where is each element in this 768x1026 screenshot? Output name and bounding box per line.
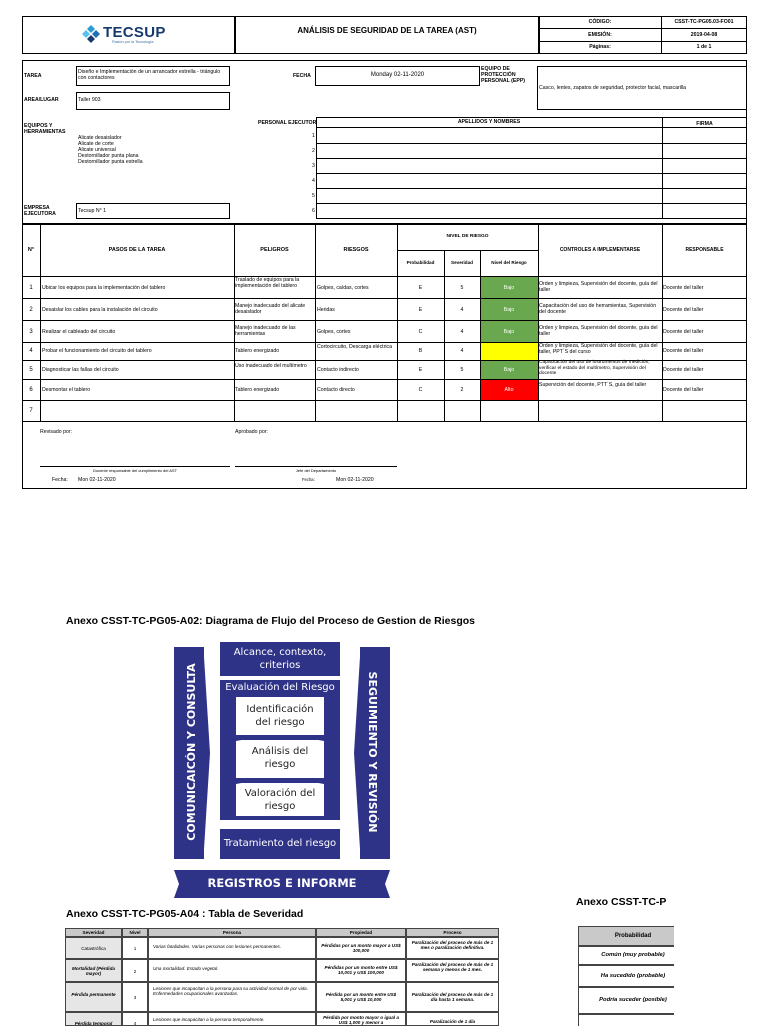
identificacion-box [236,697,324,735]
fecha-firma-value: Mon 02-11-2020 [78,477,116,483]
sev-level: 2 [122,959,148,982]
paginas-label: Páginas: [589,44,611,50]
prob-row: Ha sucedido (probable) [578,965,674,987]
sev-propiedad: Pérdida por monto mayor o igual a US$ 1,000 y menor a [316,1012,406,1026]
alcance-label: Alcance, contexto, criterios [233,647,327,671]
row-num: 1 [29,285,33,291]
sev-header: Proceso [406,928,499,937]
task-table [22,224,747,489]
paginas-value: 1 de 1 [696,44,712,50]
row-resp: Docente del taller [663,285,704,291]
row-riesgo: Contacto directo [317,387,355,393]
sev-header: Nivel [122,928,148,937]
row-control: Orden y limpieza, Supervisión del docente, guía del taller [539,281,658,293]
row-paso: Realizar el cableado del circuito [42,329,116,335]
row-riesgo: Cortocircuito, Descarga eléctrica [317,344,392,350]
col-riesgos: RIESGOS [343,247,369,253]
epp-label: EQUIPO DE PROTECCIÓN PERSONAL (EPP) [481,66,526,84]
prob-row: Común (muy probable) [578,946,674,965]
fecha-value: Monday 02-11-2020 [370,72,425,78]
equipos-list [78,135,228,165]
row-nivel: Alto [504,387,514,393]
probability-table [578,926,674,1026]
fecha-firma-value: Mon 02-11-2020 [336,477,374,483]
col-nivel: NIVEL DE RIESGO [446,234,489,239]
personal-num: 5 [312,193,315,199]
col-pasos: PASOS DE LA TAREA [108,247,166,253]
row-riesgo: Heridas [317,307,335,313]
sev-persona: Varias fatalidades. Varias personas con lesiones permanentes. [148,937,316,959]
row-num: 2 [29,307,33,313]
row-sev: 4 [460,348,464,354]
row-sev: 5 [460,367,464,373]
row-riesgo: Golpes, cortes [317,329,351,335]
sev-name: Mortalidad (Pérdida mayor) [65,959,122,982]
col-probabilidad: Probabilidad [406,260,435,265]
row-peligro: Tablero energizado [235,348,280,354]
risk-level-cell [481,343,538,360]
sev-header: Persona [148,928,316,937]
row-control: Orden y limpieza, Supervisión del docente, guía del taller, PPT´S del curso [539,343,658,355]
row-prob: C [418,329,423,335]
personal-num: 2 [312,148,315,154]
row-peligro: Manejo inadecuado del alicate desaislador [235,303,306,315]
row-nivel: Bajo [503,329,515,335]
col-controles: CONTROLES A IMPLEMENTARSE [559,247,641,253]
form-title: ANÁLISIS DE SEGURIDAD DE LA TAREA (AST) [297,26,477,35]
prob-row [578,1014,674,1026]
sev-name: Pérdida temporal [65,1012,122,1026]
row-control: Capacitación del uso de instrumentos de medición, verificar el estado del multímetro, Supervisión del docente [539,360,650,377]
header-title-cell [235,16,539,54]
equipo-item: Destornillador punta plana [78,153,139,159]
row-control: Orden y limpieza, Supervisión del docente, guía del taller [539,325,658,337]
row-resp: Docente del taller [663,307,704,313]
valoracion-label: Valoración del riesgo [244,788,316,812]
personal-label: PERSONAL EJECUTOR [258,120,317,126]
area-label: AREA/LUGAR [24,97,59,103]
equipos-label: EQUIPOS Y HERRAMIENTAS [24,123,66,135]
row-num: 7 [29,408,33,414]
emision-label: EMISIÓN: [588,32,612,38]
analisis-box [236,741,324,778]
tarea-label: TAREA [24,73,42,79]
row-riesgo: Contacto indirecto [317,367,359,373]
fecha-label: FECHA [293,73,311,79]
row-num: 3 [29,329,33,335]
sev-level: 4 [122,1012,148,1026]
empresa-value: Tecsup N° 1 [78,208,107,214]
sev-proceso: Paralización del proceso de más de 1 mes o paralización definitiva. [406,937,499,959]
analisis-label: Análisis del riesgo [251,746,309,770]
fecha-firma-label: Fecha: [302,477,315,482]
row-paso: Desmontar el tablero [42,387,91,393]
sev-propiedad: Pérdidas por un monto entre US$ 10,001 y US$ 100,000 [316,959,406,982]
tarea-value: Diseño e Implementación de un arrancador estrella - triángulo con contactores [78,69,221,81]
row-peligro: Uso inadecuado del multímetro [235,363,307,369]
row-prob: C [418,387,423,393]
sev-persona: Lesiones que incapacitan a la persona para su actividad normal de por vida. Enfermedades ocupacionales avanzadas. [148,982,316,1012]
personal-num: 4 [312,178,315,184]
row-riesgo: Golpes, caídas, cortes [317,285,369,291]
jefe-caption: Jefe del Departamento [295,468,337,473]
row-resp: Docente del taller [663,348,704,354]
epp-value: Casco, lentes, zapatos de seguridad, protector facial, mascarilla [539,85,687,91]
row-peligro: Tablero energizado [235,387,280,393]
row-prob: E [418,367,423,373]
sev-header: Severidad [65,928,122,937]
tratamiento-label: Tratamiento del riesgo [223,838,337,849]
row-sev: 4 [460,329,464,335]
row-sev: 4 [460,307,464,313]
row-control: Capacitación del uso de herramientas, Supervisión del docente [539,303,657,315]
row-peligro: Traslado de equipos para la implementación del tablero [235,277,300,289]
tecsup-logo-icon [82,25,100,43]
row-nivel: Bajo [503,285,515,291]
docente-caption: Docente responsable del cumplimiento del AST [92,468,178,473]
codigo-value: CSST-TC-PG05.03-FO01 [674,19,734,25]
row-num: 4 [29,348,33,354]
aprobado-label: Aprobado por: [235,429,268,435]
row-resp: Docente del taller [663,329,704,335]
sev-proceso: Paralización del proceso de más de 1 semana y menos de 1 mes. [406,959,499,982]
alcance-box [220,642,340,676]
sev-persona: Lesiones que incapacitan a la persona temporalmente. [148,1012,316,1026]
sev-persona: Una mortalidad. Estado vegetal. [148,959,316,982]
annex-a02-title: Anexo CSST-TC-PG05-A02: Diagrama de Flujo del Proceso de Gestion de Riesgos [66,615,476,627]
col-peligros: PELIGROS [260,247,289,253]
row-prob: E [418,307,423,313]
sev-name: Catastrófica [65,937,122,959]
annex-a04-title: Anexo CSST-TC-PG05-A04 : Tabla de Severidad [66,908,304,920]
equipo-item: Alicate de corte [78,141,114,147]
row-paso: Diagnosticar las fallas del circuito [42,367,119,373]
personal-num: 3 [312,163,315,169]
apellidos-label: APELLIDOS Y NOMBRES [457,119,521,125]
row-paso: Ubicar los equipos para la implementación del tablero [42,285,166,291]
row-resp: Docente del taller [663,367,704,373]
personal-num: 1 [312,133,315,139]
equipo-item: Alicate desaislador [78,135,122,141]
prob-row: Podría suceder (posible) [578,987,674,1014]
col-nivel-riesgo: Nivel del Riesgo [491,260,527,265]
row-resp: Docente del taller [663,387,704,393]
personal-num: 6 [312,208,315,214]
row-control: Supervición del docente, PTT´S, guía del taller [539,382,647,388]
row-num: 5 [29,367,33,373]
sev-header: Propiedad [316,928,406,937]
row-sev: 5 [460,285,464,291]
fecha-firma-label: Fecha: [52,477,68,483]
prob-header: Probabilidad [578,926,674,946]
annex-a05-title: Anexo CSST-TC-P [576,896,667,908]
valoracion-box [236,784,324,816]
sev-propiedad: Pérdidas por un monto mayor a US$ 100,000 [316,937,406,959]
row-paso: Desaislar los cables para la instalación del circuito [42,307,158,313]
logo-text: TECSUP [103,24,166,41]
codigo-label: CÓDIGO: [588,19,612,25]
row-peligro: Manejo inadecuado de las herramientas [235,325,296,337]
area-value: Taller 903 [78,97,101,103]
row-prob: E [418,285,423,291]
sev-level: 3 [122,982,148,1012]
row-paso: Probar el funcionamiento del circuito del tablero [42,348,152,354]
firma-label: FIRMA [696,121,713,127]
seguimiento-label: SEGUIMIENTO Y REVISIÓN [366,671,379,833]
col-responsable: RESPONSABLE [685,247,724,253]
identificacion-label: Identificación del riesgo [246,704,314,728]
row-prob: B [418,348,423,354]
tratamiento-box [220,829,340,859]
row-sev: 2 [460,387,464,393]
equipo-item: Destornillador punta estrella [78,159,143,165]
equipo-item: Alicate universal [78,147,116,153]
registros-label: REGISTROS E INFORME [207,876,357,890]
revisado-label: Revisado por: [40,429,73,435]
emision-value: 2019-04-08 [690,32,718,38]
sev-level: 1 [122,937,148,959]
row-nivel: Bajo [503,307,515,313]
evaluacion-label: Evaluación del Riesgo [225,682,335,693]
sev-proceso: Paralización del proceso de más de 1 día hasta 1 semana. [406,982,499,1012]
row-num: 6 [29,387,33,393]
comunicacion-label: COMUNICAICÓN Y CONSULTA [185,663,198,841]
sev-propiedad: Pérdida por un monto entre US$ 5,001 y US$ 10,000 [316,982,406,1012]
sev-name: Pérdida permanente [65,982,122,1012]
col-severidad: Severidad [451,260,473,265]
sev-proceso: Paralización de 1 día [406,1012,499,1026]
row-nivel: Bajo [503,367,515,373]
col-num: N° [27,247,35,253]
logo-subtitle: Pasión por la Tecnología [112,40,154,44]
empresa-label: EMPRESA EJECUTORA [24,205,56,217]
